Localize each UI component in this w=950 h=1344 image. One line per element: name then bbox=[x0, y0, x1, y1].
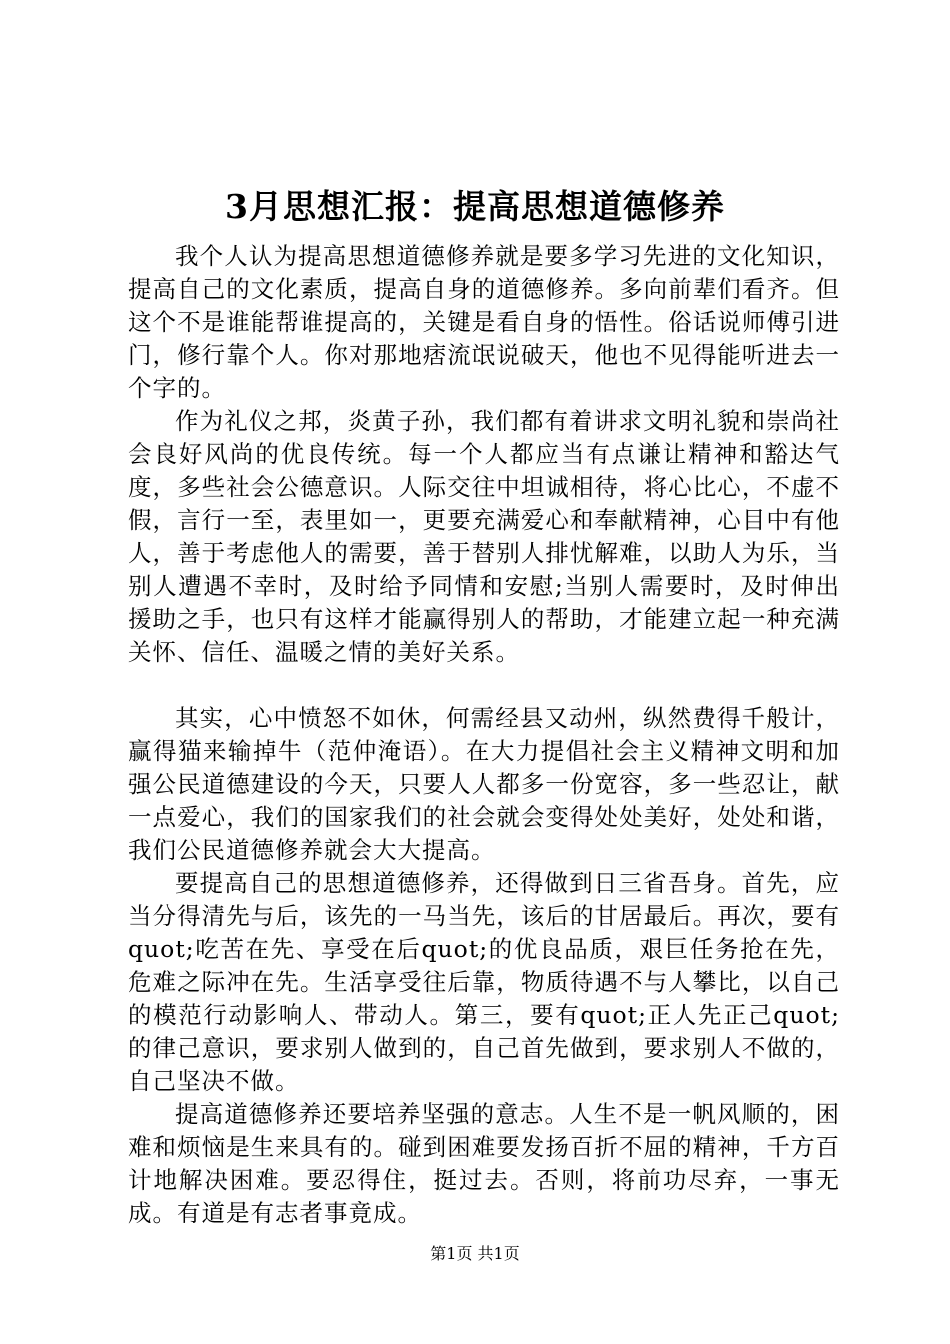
paragraph-3: 其实，心中愤怒不如休，何需经县又动州，纵然费得千般计，赢得猫来输掉牛（范仲淹语）。在大力提倡社会主义精神文明和加强公民道德建设的今天，只要人人都多一份宽容，多一些忍让，献一点爱心，我们的国家我们的社会就会变得处处美好，处处和谐，我们公民道德修养就会大大提高。 bbox=[128, 704, 840, 864]
page-number-footer: 第1页 共1页 bbox=[430, 1244, 520, 1263]
paragraph-1: 我个人认为提高思想道德修养就是要多学习先进的文化知识，提高自己的文化素质，提高自身的道德修养。多向前辈们看齐。但这个不是谁能帮谁提高的，关键是看自身的悟性。俗话说师傅引进门，修行靠个人。你对那地痞流氓说破天，他也不见得能听进去一个字的。 bbox=[128, 242, 840, 402]
document-body bbox=[128, 240, 840, 1230]
paragraph-5: 提高道德修养还要培养坚强的意志。人生不是一帆风顺的，困难和烦恼是生来具有的。碰到困难要发扬百折不屈的精神，千方百计地解决困难。要忍得住，挺过去。否则，将前功尽弃，一事无成。有道是有志者事竟成。 bbox=[128, 1100, 840, 1227]
paragraph-2: 作为礼仪之邦，炎黄子孙，我们都有着讲求文明礼貌和崇尚社会良好风尚的优良传统。每一个人都应当有点谦让精神和豁达气度，多些社会公德意识。人际交往中坦诚相待，将心比心，不虚不假，言行一至，表里如一，更要充满爱心和奉献精神，心目中有他人，善于考虑他人的需要，善于替别人排忧解难，以助人为乐，当别人遭遇不幸时，及时给予同情和安慰;当别人需要时，及时伸出援助之手，也只有这样才能赢得别人的帮助，才能建立起一种充满关怀、信任、温暖之情的美好关系。 bbox=[128, 407, 840, 666]
paragraph-4: 要提高自己的思想道德修养，还得做到日三省吾身。首先，应当分得清先与后，该先的一马当先，该后的甘居最后。再次，要有quot;吃苦在先、享受在后quot;的优良品质，艰巨任务抢在先，危难之际冲在先。生活享受往后靠，物质待遇不与人攀比，以自己的模范行动影响人、带动人。第三，要有quot;正人先正己quot;的律己意识，要求别人做到的，自己首先做到，要求别人不做的，自己坚决不做。 bbox=[128, 869, 840, 1095]
document-title: 3月思想汇报：提高思想道德修养 bbox=[225, 187, 725, 226]
